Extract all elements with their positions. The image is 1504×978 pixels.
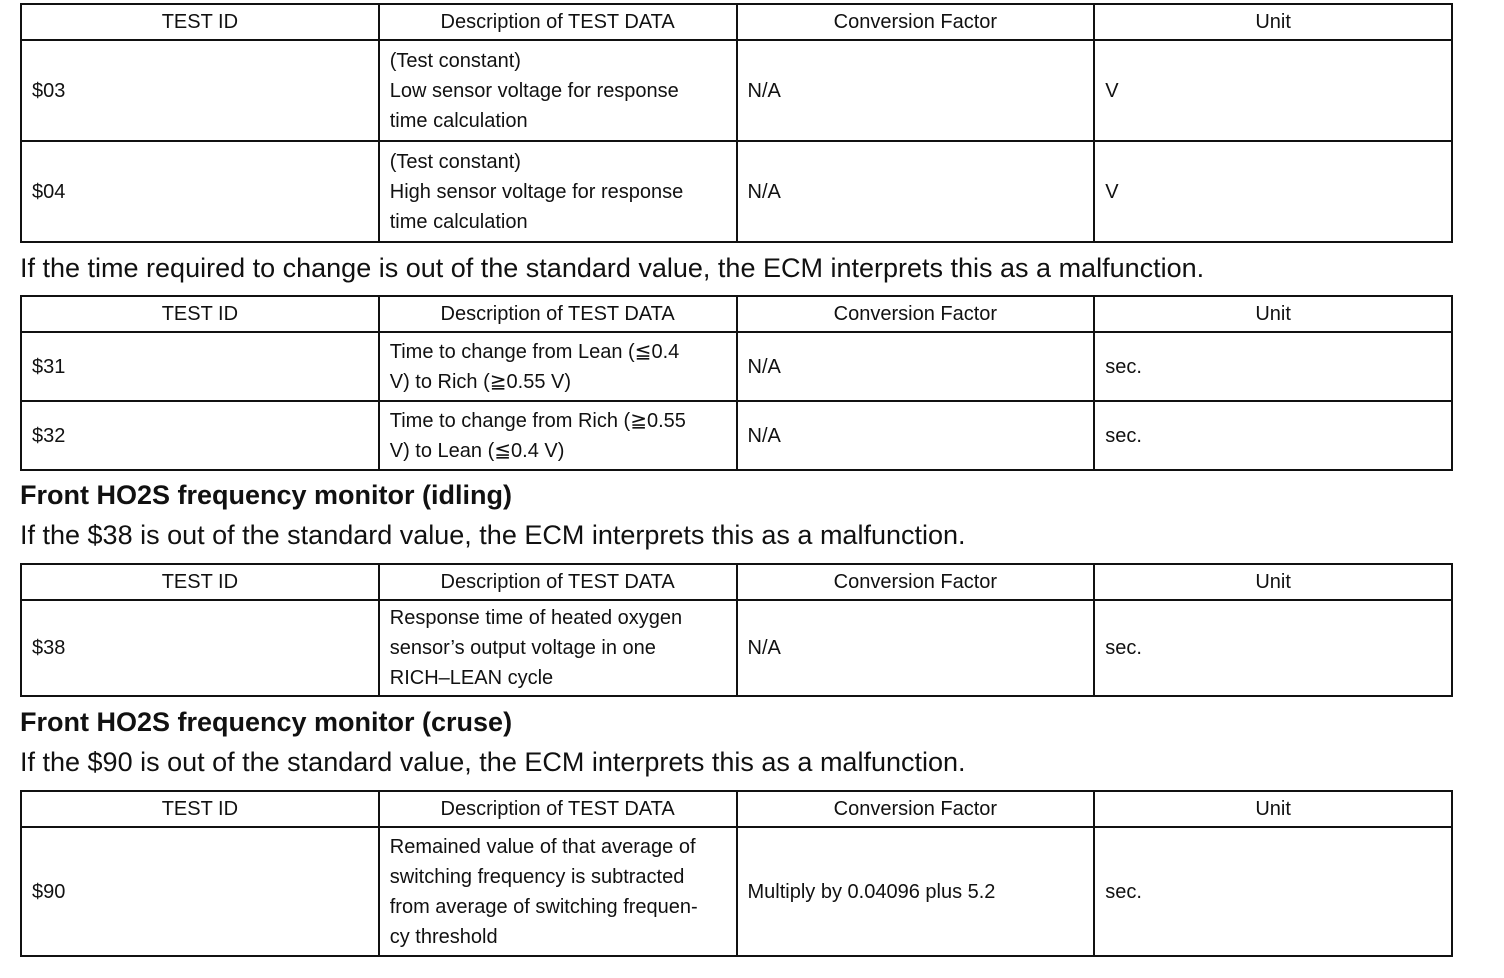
- unit-cell: sec.: [1094, 401, 1452, 470]
- conversion-factor-cell: N/A: [737, 600, 1095, 696]
- header-description: Description of TEST DATA: [379, 564, 737, 600]
- description-cell: [379, 332, 737, 401]
- unit-cell: sec.: [1094, 827, 1452, 956]
- test-id-cell: $03: [21, 40, 379, 141]
- description-line: time calculation: [389, 109, 528, 132]
- unit-cell: sec.: [1094, 332, 1452, 401]
- unit-cell: sec.: [1094, 600, 1452, 696]
- description-line: Low sensor voltage for response: [389, 79, 679, 102]
- description-cell: [379, 600, 737, 696]
- test-data-table-3: [20, 563, 1453, 697]
- conversion-factor-cell: N/A: [737, 40, 1095, 141]
- description-line: time calculation: [389, 210, 528, 233]
- description-line: switching frequency is subtracted: [389, 865, 685, 888]
- description-line: RICH–LEAN cycle: [389, 667, 554, 689]
- header-unit: Unit: [1094, 4, 1452, 40]
- test-data-table-4: [20, 790, 1453, 957]
- header-test-id: TEST ID: [21, 791, 379, 827]
- header-description: Description of TEST DATA: [379, 4, 737, 40]
- header-unit: Unit: [1094, 564, 1452, 600]
- test-id-cell: $31: [21, 332, 379, 401]
- description-line: (Test constant): [389, 49, 521, 72]
- description-line: V) to Lean (≦0.4 V): [389, 439, 565, 462]
- description-line: Response time of heated oxygen: [389, 607, 683, 629]
- table-header-row: [21, 791, 1452, 827]
- table-row: [21, 332, 1452, 401]
- header-conversion-factor: Conversion Factor: [737, 564, 1095, 600]
- malfunction-note-2: If the $38 is out of the standard value, the ECM interprets this as a malfunction.: [20, 520, 966, 550]
- header-unit: Unit: [1094, 296, 1452, 332]
- table-row: [21, 600, 1452, 696]
- section-heading-cruse: Front HO2S frequency monitor (cruse): [20, 707, 513, 737]
- test-id-cell: $32: [21, 401, 379, 470]
- header-description: Description of TEST DATA: [379, 791, 737, 827]
- header-test-id: TEST ID: [21, 4, 379, 40]
- description-line: V) to Rich (≧0.55 V): [389, 370, 572, 393]
- test-data-table-1: [20, 3, 1453, 243]
- table-row: [21, 827, 1452, 956]
- table-header-row: [21, 296, 1452, 332]
- conversion-factor-cell: N/A: [737, 141, 1095, 242]
- description-line: from average of switching frequen-: [389, 895, 698, 918]
- description-line: Time to change from Lean (≦0.4: [389, 340, 680, 363]
- description-line: (Test constant): [389, 150, 521, 173]
- description-cell: [379, 401, 737, 470]
- table-row: [21, 141, 1452, 242]
- header-conversion-factor: Conversion Factor: [737, 296, 1095, 332]
- test-id-cell: $04: [21, 141, 379, 242]
- description-line: Remained value of that average of: [389, 835, 696, 858]
- header-unit: Unit: [1094, 791, 1452, 827]
- table-header-row: [21, 564, 1452, 600]
- description-line: Time to change from Rich (≧0.55: [389, 409, 686, 432]
- unit-cell: V: [1094, 141, 1452, 242]
- table-header-row: [21, 4, 1452, 40]
- conversion-factor-cell: Multiply by 0.04096 plus 5.2: [737, 827, 1095, 956]
- header-description: Description of TEST DATA: [379, 296, 737, 332]
- malfunction-note-1: If the time required to change is out of the standard value, the ECM interprets this as a malfunction.: [20, 253, 1205, 283]
- description-line: High sensor voltage for response: [389, 180, 684, 203]
- description-line: cy threshold: [389, 925, 498, 948]
- header-test-id: TEST ID: [21, 564, 379, 600]
- header-test-id: TEST ID: [21, 296, 379, 332]
- description-cell: [379, 827, 737, 956]
- test-id-cell: $38: [21, 600, 379, 696]
- header-conversion-factor: Conversion Factor: [737, 4, 1095, 40]
- test-id-cell: $90: [21, 827, 379, 956]
- conversion-factor-cell: N/A: [737, 401, 1095, 470]
- description-line: sensor’s output voltage in one: [389, 637, 656, 659]
- section-heading-idling: Front HO2S frequency monitor (idling): [20, 480, 512, 510]
- conversion-factor-cell: N/A: [737, 332, 1095, 401]
- malfunction-note-3: If the $90 is out of the standard value, the ECM interprets this as a malfunction.: [20, 747, 966, 777]
- table-row: [21, 401, 1452, 470]
- description-cell: [379, 141, 737, 242]
- unit-cell: V: [1094, 40, 1452, 141]
- header-conversion-factor: Conversion Factor: [737, 791, 1095, 827]
- description-cell: [379, 40, 737, 141]
- test-data-table-2: [20, 295, 1453, 471]
- table-row: [21, 40, 1452, 141]
